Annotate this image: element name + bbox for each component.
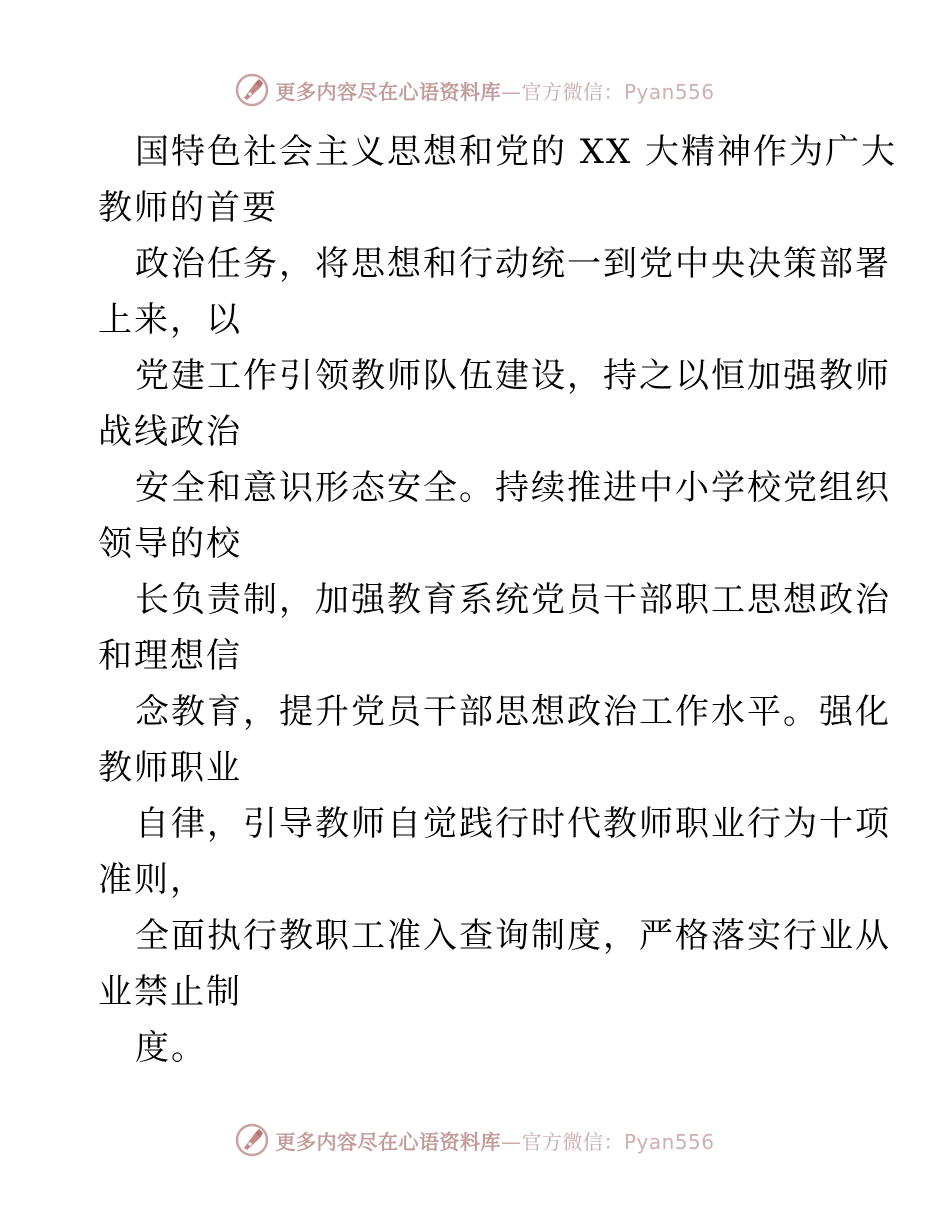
text-line: 安全和意识形态安全。持续推进中小学校党组织 <box>135 468 891 508</box>
watermark-account-label: 官方微信： <box>521 79 624 104</box>
watermark-brand: 更多内容尽在心语资料库 <box>275 1129 501 1154</box>
text-line: 教师的首要 <box>98 188 278 228</box>
text-line: 战线政治 <box>98 412 242 452</box>
pen-nib-logo-icon <box>235 73 269 107</box>
watermark-account-label: 官方微信： <box>521 1129 624 1154</box>
watermark-separator: — <box>500 1129 522 1154</box>
text-line: 党建工作引领教师队伍建设，持之以恒加强教师 <box>135 356 891 396</box>
watermark-account: Pyan556 <box>623 79 715 104</box>
text-line: 长负责制，加强教育系统党员干部职工思想政治 <box>135 580 891 620</box>
watermark-separator: — <box>500 79 522 104</box>
text-line: 业禁止制 <box>98 972 242 1012</box>
watermark-text <box>275 76 714 105</box>
text-line: 准则， <box>98 860 206 900</box>
text-line: 政治任务，将思想和行动统一到党中央决策部署 <box>135 244 891 284</box>
watermark-brand: 更多内容尽在心语资料库 <box>275 79 501 104</box>
watermark-account: Pyan556 <box>623 1129 715 1154</box>
text-line: 度。 <box>135 1028 207 1068</box>
text-line: 领导的校 <box>98 524 242 564</box>
watermark-text <box>275 1126 714 1155</box>
header-watermark <box>0 70 950 110</box>
pen-nib-logo-icon <box>235 1123 269 1157</box>
footer-watermark <box>0 1120 950 1160</box>
text-line: 上来，以 <box>98 300 242 340</box>
text-line: 自律，引导教师自觉践行时代教师职业行为十项 <box>135 804 891 844</box>
text-line: 和理想信 <box>98 636 242 676</box>
text-line: 国特色社会主义思想和党的 XX 大精神作为广大 <box>135 132 898 172</box>
text-line: 全面执行教职工准入查询制度，严格落实行业从 <box>135 916 891 956</box>
text-line: 念教育，提升党员干部思想政治工作水平。强化 <box>135 692 891 732</box>
text-line: 教师职业 <box>98 748 242 788</box>
document-body <box>98 124 898 1076</box>
